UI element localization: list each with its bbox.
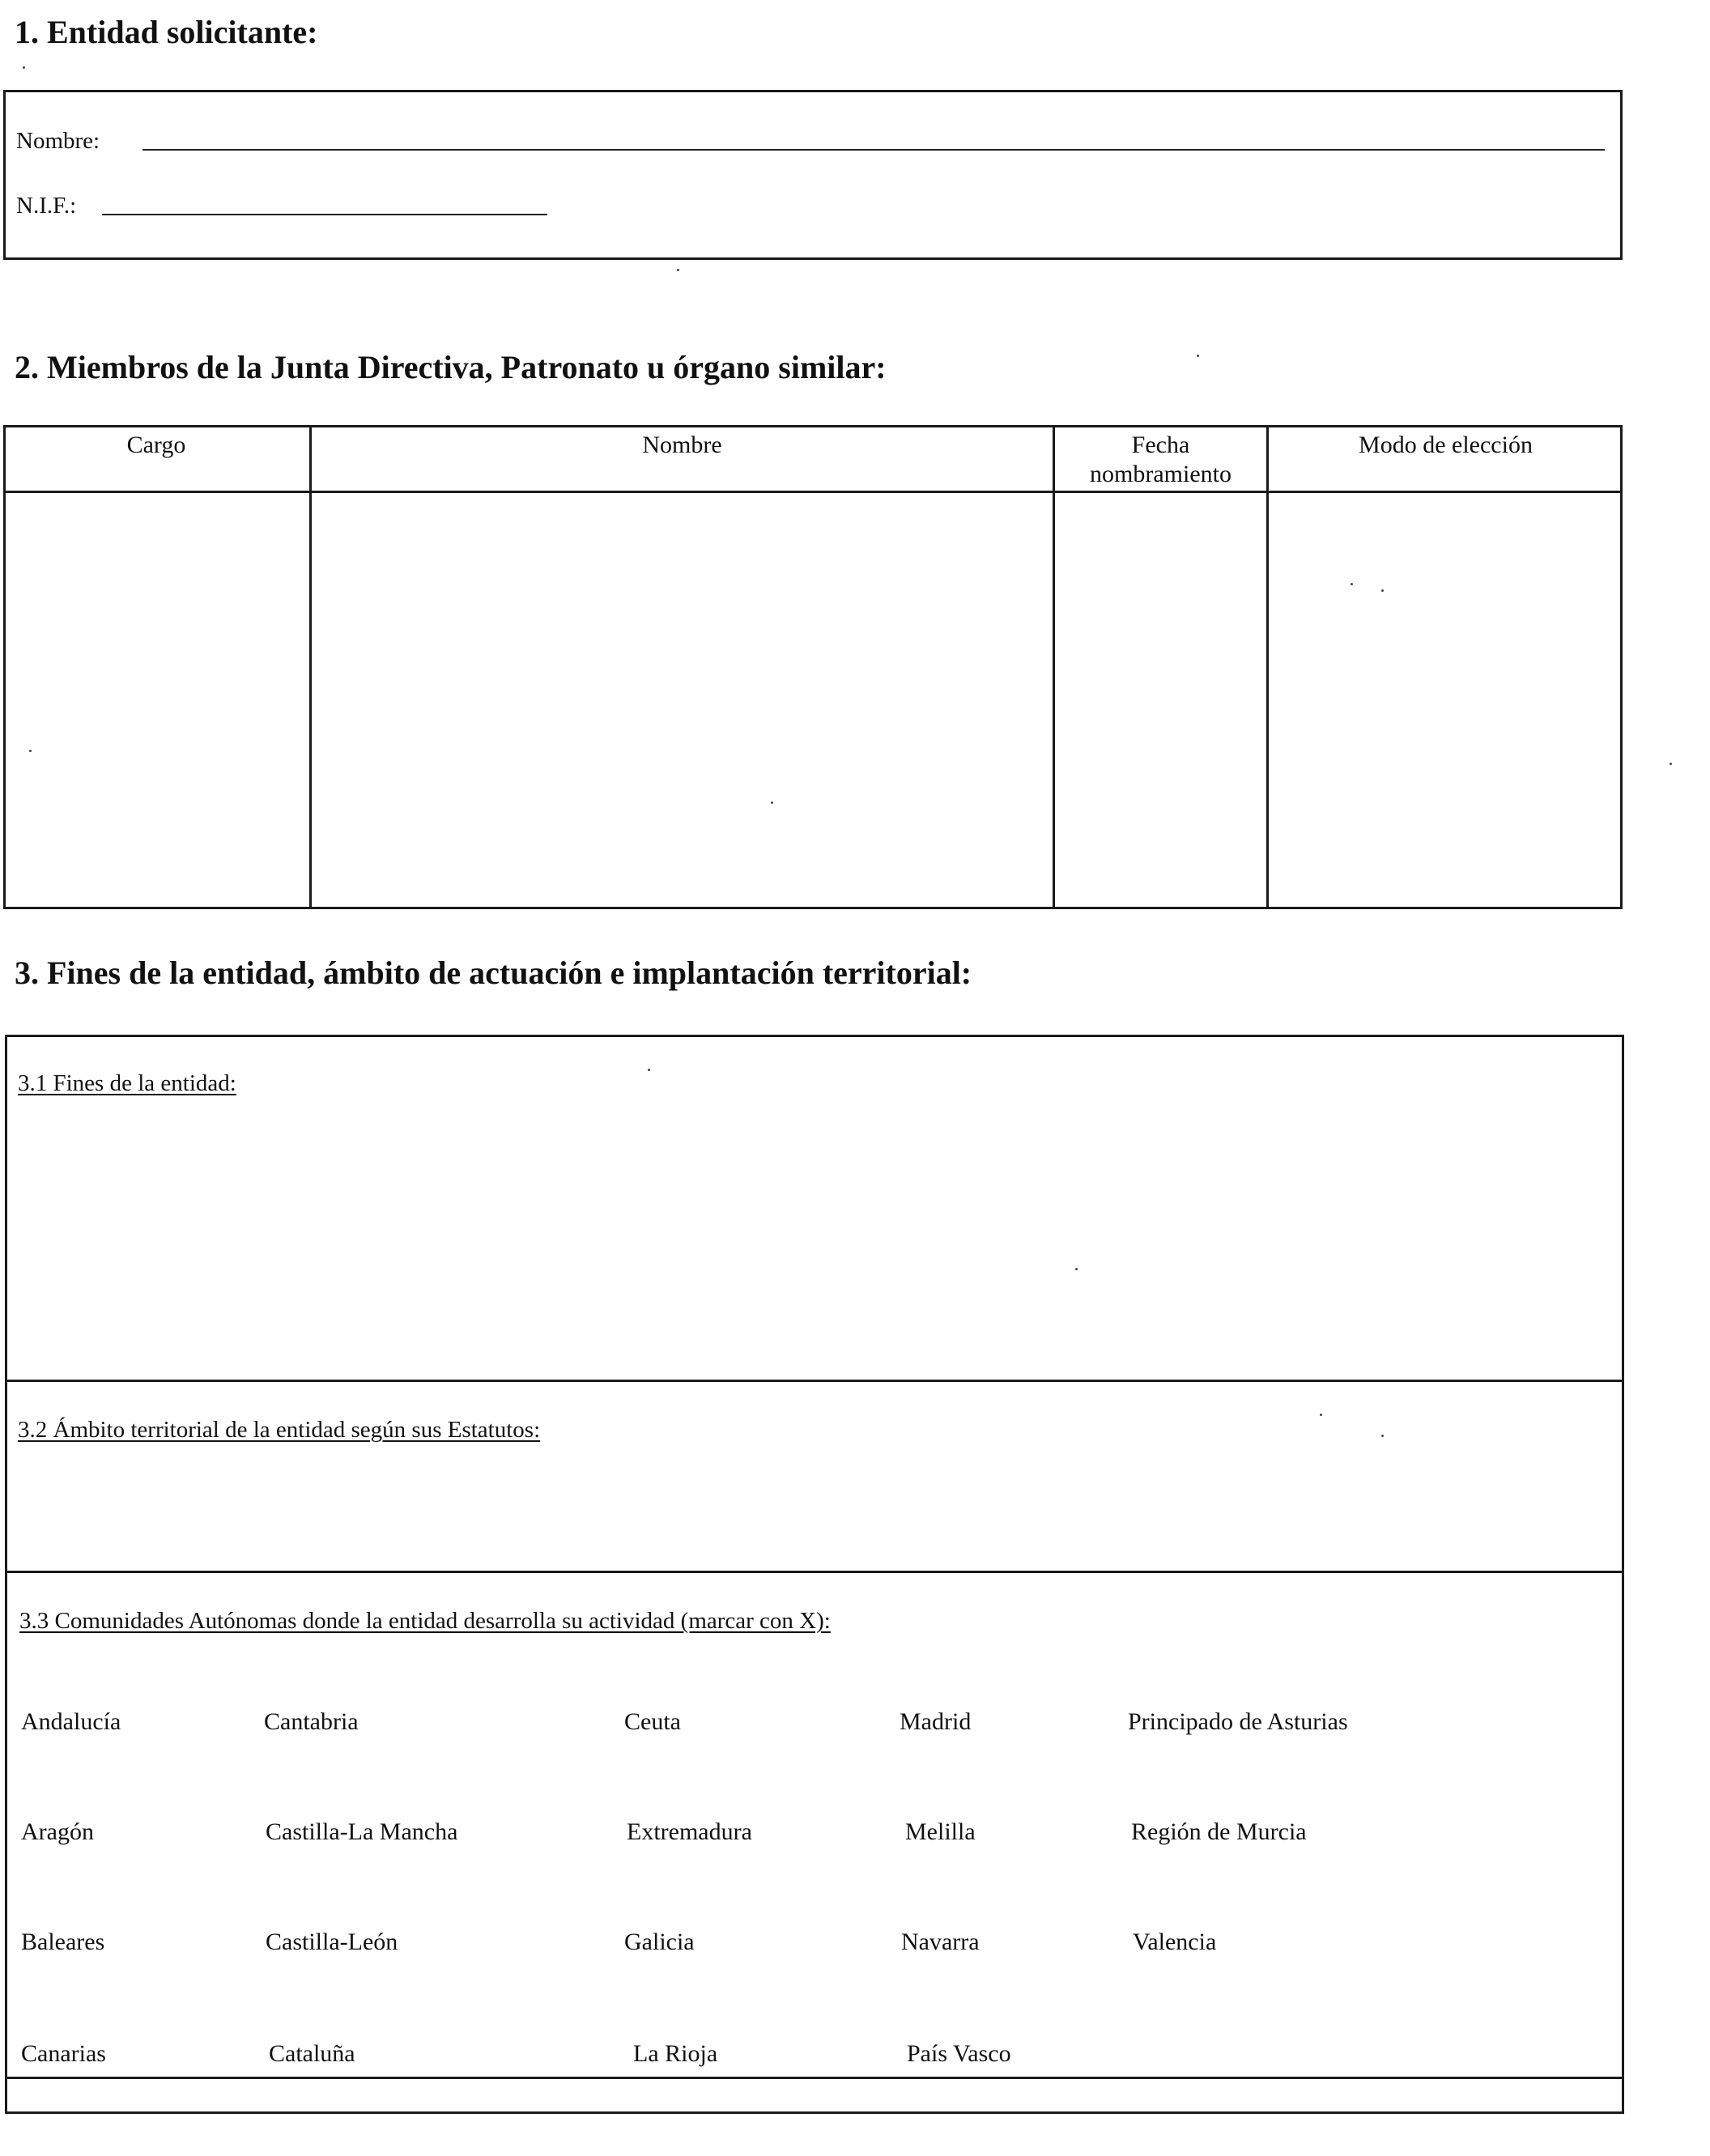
region-region-de-murcia[interactable]: Región de Murcia [1131,1818,1307,1845]
scan-speck [1320,1414,1322,1416]
region-castilla-leon[interactable]: Castilla-León [266,1928,398,1955]
region-andalucia[interactable]: Andalucía [21,1708,121,1735]
scan-speck [771,802,773,804]
region-madrid[interactable]: Madrid [900,1708,972,1735]
region-baleares[interactable]: Baleares [21,1928,105,1955]
region-melilla[interactable]: Melilla [905,1818,976,1845]
section-3-title: 3. Fines de la entidad, ámbito de actuación e implantación territorial: [15,955,972,991]
scan-speck [1381,1435,1384,1437]
nif-label: N.I.F.: [16,193,77,219]
region-valencia[interactable]: Valencia [1133,1928,1217,1955]
scan-speck [1351,583,1353,585]
region-canarias[interactable]: Canarias [21,2040,106,2067]
nombre-label: Nombre: [16,128,100,154]
scan-speck [1075,1268,1078,1270]
region-aragon[interactable]: Aragón [21,1818,94,1845]
ambito-field[interactable] [7,1454,1622,1567]
scan-speck [1381,589,1384,592]
nif-field[interactable] [102,214,547,215]
scan-speck [677,269,679,271]
region-pais-vasco[interactable]: País Vasco [907,2040,1011,2067]
column-header-fecha-nombramiento: Fecha nombramiento [1090,432,1231,487]
region-ceuta[interactable]: Ceuta [624,1708,681,1735]
region-principado-de-asturias[interactable]: Principado de Asturias [1128,1708,1348,1735]
fines-label: 3.1 Fines de la entidad: [18,1070,236,1096]
region-la-rioja[interactable]: La Rioja [633,2040,718,2067]
scan-speck [1670,763,1672,765]
section-2-title: 2. Miembros de la Junta Directiva, Patronato u órgano similar: [15,349,887,385]
scan-speck [23,66,25,69]
fines-field[interactable] [7,1109,1622,1376]
cargo-cell[interactable] [6,493,309,907]
applicant-box [3,90,1623,260]
region-cataluna[interactable]: Cataluña [269,2040,355,2067]
section-1-title: 1. Entidad solicitante: [15,14,318,50]
scan-speck [648,1069,650,1071]
section-divider [5,2077,1624,2079]
column-header-modo-eleccion: Modo de elección [1359,432,1533,458]
modo-eleccion-cell[interactable] [1269,493,1620,907]
comunidades-label: 3.3 Comunidades Autónomas donde la entidad desarrolla su actividad (marcar con X): [19,1608,831,1634]
nombre-field[interactable] [142,149,1605,151]
ambito-label: 3.2 Ámbito territorial de la entidad según sus Estatutos: [18,1417,541,1443]
scan-speck [29,750,32,752]
region-galicia[interactable]: Galicia [624,1928,695,1955]
column-header-cargo: Cargo [126,432,186,458]
section-divider [5,1380,1624,1382]
column-header-nombre: Nombre [642,432,722,458]
region-cantabria[interactable]: Cantabria [264,1708,359,1735]
section-divider [5,1571,1624,1573]
nombre-cell[interactable] [312,493,1053,907]
region-castilla-la-mancha[interactable]: Castilla-La Mancha [266,1818,458,1845]
scan-speck [1197,355,1199,357]
fecha-nombramiento-cell[interactable] [1055,493,1266,907]
region-navarra[interactable]: Navarra [901,1928,980,1955]
region-extremadura[interactable]: Extremadura [627,1818,752,1845]
